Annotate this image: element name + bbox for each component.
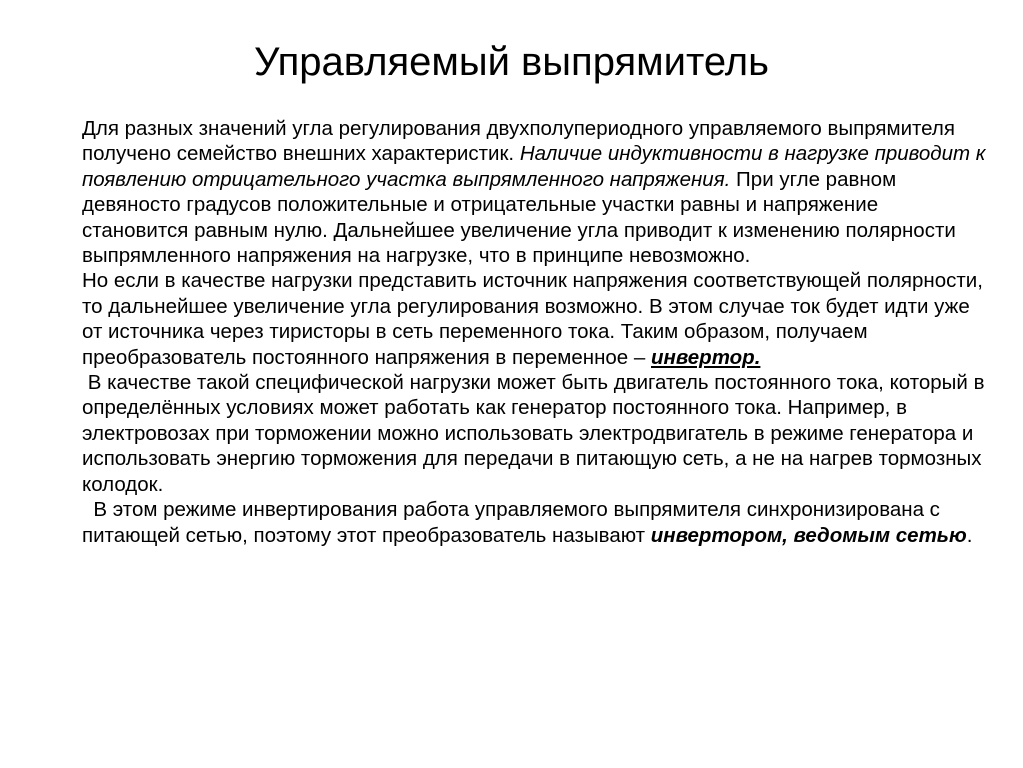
paragraph-dc-motor [82,370,991,497]
grid-tied-inverter-term: инвертором, ведомым сетью [650,523,967,547]
paragraph-inverter [82,268,987,370]
paragraph-grid-tied-end: . [966,523,973,547]
paragraph-grid-tied [82,497,987,548]
paragraph-inverter-text: Но если в качестве нагрузки представить источник напряжения соответствующей полярности, то дальнейшее увеличение угла регулирования возможно. В этом случае ток будет идти уже от источника через тиристоры в сеть переменного тока. Таким образом, получаем преобразователь постоянного напряжения в переменное – [82,269,983,369]
slide-body [82,116,991,548]
paragraph-characteristics [82,116,987,268]
inverter-term: инвертор. [651,345,761,369]
slide-title: Управляемый выпрямитель [254,40,769,84]
inductance-note: Наличие индуктивности в нагрузке приводит к появлению отрицательного участка выпрямленного напряжения. [82,142,986,191]
paragraph-characteristics-text: Для разных значений угла регулирования двухполупериодного управляемого выпрямителя получено семейство внешних характеристик. [82,117,955,166]
paragraph-dc-motor-text: В качестве такой специфической нагрузки может быть двигатель постоянного тока, который в определённых условиях может работать как генератор постоянного тока. Например, в электровозах при торможении можно использовать электродвигатель в режиме генератора и использовать энергию торможения для передачи в питающую сеть, а не на нагрев тормозных колодок. [82,371,991,496]
paragraph-grid-tied-text: В этом режиме инвертирования работа управляемого выпрямителя синхронизирована с питающей сетью, поэтому этот преобразователь называют [82,498,946,547]
paragraph-characteristics-text-2: При угле равном девяносто градусов положительные и отрицательные участки равны и напряжение становится равным нулю. Дальнейшее увеличение угла приводит к изменению полярности выпрямленного напряжения на нагрузке, что в принципе невозможно. [82,167,956,268]
